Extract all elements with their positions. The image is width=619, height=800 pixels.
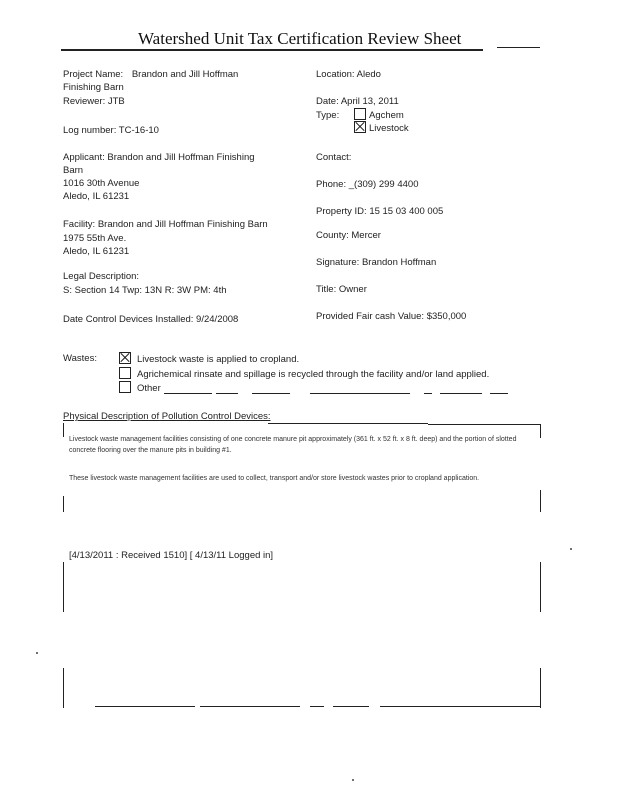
description-para-1: Livestock waste management facilities consisting of one concrete manure pit approximately (361 ft. x 52 ft. x 8 ft. deep) and the portion of slotted concrete flooring over the manure pits in building #1. xyxy=(69,436,517,454)
other-line-6 xyxy=(440,393,482,394)
other-line-2 xyxy=(216,393,238,394)
other-line-4 xyxy=(310,393,410,394)
title-rule-short xyxy=(497,47,540,48)
log-number: Log number: TC-16-10 xyxy=(63,125,159,136)
other-line-5 xyxy=(424,393,432,394)
bottom-rule-5 xyxy=(380,706,540,707)
bottom-rule-2 xyxy=(200,706,300,707)
date: Date: April 13, 2011 xyxy=(316,96,399,107)
reviewer: Reviewer: JTB xyxy=(63,96,125,107)
box-left-top xyxy=(63,423,64,437)
bottom-rule-1 xyxy=(95,706,195,707)
legal-line2: S: Section 14 Twp: 13N R: 3W PM: 4th xyxy=(63,285,227,296)
bottom-rule-3 xyxy=(310,706,324,707)
waste-agrichemical-label: Agrichemical rinsate and spillage is recycled through the facility and/or land applied. xyxy=(137,369,490,380)
wastes-label: Wastes: xyxy=(63,353,97,364)
location: Location: Aledo xyxy=(316,69,381,80)
facility-line2: 1975 55th Ave. xyxy=(63,233,127,244)
physical-description-heading: Physical Description of Pollution Control Devices: xyxy=(63,411,271,422)
type-livestock-checkbox[interactable] xyxy=(354,121,366,133)
waste-agrichemical-checkbox[interactable] xyxy=(119,367,131,379)
box-right-bottom xyxy=(540,668,541,708)
heading-rule xyxy=(268,423,428,424)
waste-other-label: Other xyxy=(137,383,161,394)
type-livestock-label: Livestock xyxy=(369,123,409,134)
bottom-rule-4 xyxy=(333,706,369,707)
title-rule xyxy=(61,49,483,51)
applicant-line2: Barn xyxy=(63,165,84,176)
log-note: [4/13/2011 : Received 1510] [ 4/13/11 Logged in] xyxy=(69,550,274,561)
box-left-lower xyxy=(63,562,64,612)
project-name-label: Project Name: xyxy=(63,69,124,80)
box-top-right xyxy=(428,424,540,425)
type-agchem-checkbox[interactable] xyxy=(354,108,366,120)
signature: Signature: Brandon Hoffman xyxy=(316,257,437,268)
project-name-line2: Finishing Barn xyxy=(63,82,124,93)
scan-speck xyxy=(36,652,38,654)
waste-livestock-checkbox[interactable] xyxy=(119,352,131,364)
date-installed: Date Control Devices Installed: 9/24/2008 xyxy=(63,314,239,325)
project-name xyxy=(63,68,238,81)
county: County: Mercer xyxy=(316,230,381,241)
facility-line1: Facility: Brandon and Jill Hoffman Finishing Barn xyxy=(63,219,268,230)
box-right-mid xyxy=(540,490,541,512)
title-field: Title: Owner xyxy=(316,284,367,295)
waste-livestock-label: Livestock waste is applied to cropland. xyxy=(137,354,300,365)
scan-speck xyxy=(570,548,572,550)
property-id: Property ID: 15 15 03 400 005 xyxy=(316,206,444,217)
legal-line1: Legal Description: xyxy=(63,271,140,282)
other-line-7 xyxy=(490,393,508,394)
applicant-line1: Applicant: Brandon and Jill Hoffman Finishing xyxy=(63,152,255,163)
other-line-1 xyxy=(164,393,212,394)
applicant-line4: Aledo, IL 61231 xyxy=(63,191,130,202)
project-name-value: Brandon and Jill Hoffman xyxy=(131,69,239,80)
waste-other-checkbox[interactable] xyxy=(119,381,131,393)
box-right-top xyxy=(540,424,541,438)
facility-line3: Aledo, IL 61231 xyxy=(63,246,130,257)
page-title: Watershed Unit Tax Certification Review Sheet xyxy=(138,29,462,48)
type-agchem-label: Agchem xyxy=(369,110,404,121)
description-para-2: These livestock waste management facilities are used to collect, transport and/or store livestock wastes prior to cropland application. xyxy=(69,475,480,482)
box-left-bottom xyxy=(63,668,64,708)
box-right-lower xyxy=(540,562,541,612)
applicant-line3: 1016 30th Avenue xyxy=(63,178,140,189)
box-left-mid xyxy=(63,496,64,512)
other-line-3 xyxy=(252,393,290,394)
contact: Contact: xyxy=(316,152,352,163)
fair-cash-value: Provided Fair cash Value: $350,000 xyxy=(316,311,467,322)
type-label: Type: xyxy=(316,110,340,121)
phone: Phone: _(309) 299 4400 xyxy=(316,179,419,190)
scan-speck xyxy=(352,779,354,781)
